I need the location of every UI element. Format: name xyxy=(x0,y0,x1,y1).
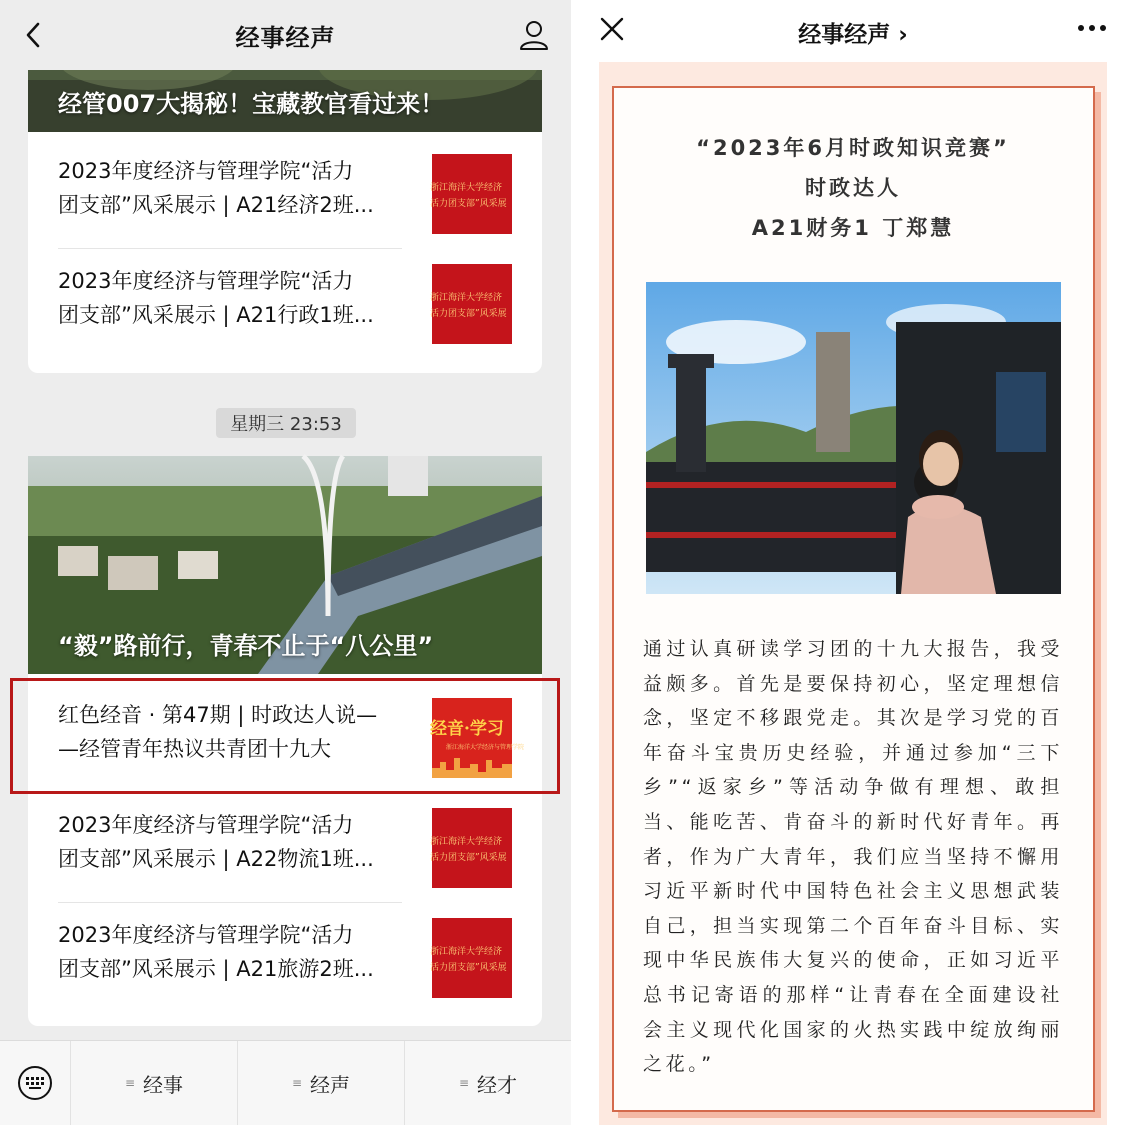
title-line: 团支部”风采展示 | A21旅游2班... xyxy=(58,957,374,981)
thumbnail-caption: 浙江海洋大学经济 xyxy=(430,947,503,957)
list-item[interactable] xyxy=(28,896,542,1006)
article-title xyxy=(58,154,418,224)
thumbnail xyxy=(432,154,512,234)
list-item[interactable] xyxy=(28,786,542,896)
menu-lines-icon: ≡ xyxy=(124,1076,136,1090)
article-title xyxy=(58,918,418,988)
selection-highlight xyxy=(10,678,560,794)
thumbnail xyxy=(432,918,512,998)
menu-tab-label: 经事 xyxy=(143,1072,184,1097)
message-timestamp: 星期三 23:53 xyxy=(216,408,356,438)
article-title xyxy=(58,264,418,334)
profile-icon[interactable] xyxy=(517,18,551,52)
title-line: 团支部”风采展示 | A21经济2班... xyxy=(58,193,374,217)
menu-lines-icon: ≡ xyxy=(458,1076,470,1090)
article-title xyxy=(58,808,418,878)
menu-tab[interactable] xyxy=(404,1041,571,1125)
menu-tab-label: 经声 xyxy=(310,1072,351,1097)
article-card xyxy=(28,40,542,373)
title-line: 团支部”风采展示 | A22物流1班... xyxy=(58,847,374,871)
article-subheading: 时政达人 xyxy=(805,176,901,200)
keyboard-toggle[interactable] xyxy=(0,1041,70,1126)
title-line: 2023年度经济与管理学院“活力 xyxy=(58,923,354,947)
account-name-link[interactable]: 经事经声 › xyxy=(798,22,908,48)
thumbnail-caption: 经音·学习 xyxy=(430,719,504,739)
photo-illustration xyxy=(646,282,1061,594)
title-line: 红色经音 · 第47期 | 时政达人说— xyxy=(58,703,378,727)
bottom-menu-bar xyxy=(0,1040,571,1125)
title-line: —经管青年热议共青团十九大 xyxy=(58,737,331,761)
article-header xyxy=(571,0,1135,62)
hero-image[interactable] xyxy=(28,456,542,674)
more-options-icon[interactable] xyxy=(1077,22,1107,34)
title-line: 2023年度经济与管理学院“活力 xyxy=(58,159,354,183)
back-arrow-icon[interactable] xyxy=(18,18,52,52)
thumbnail-caption: 浙江海洋大学经济 xyxy=(430,183,503,193)
hero-title: 经管007大揭秘！宝藏教官看过来！ xyxy=(58,90,445,118)
menu-tab[interactable] xyxy=(237,1041,404,1125)
title-line: 2023年度经济与管理学院“活力 xyxy=(58,813,354,837)
thumbnail-caption: 活力团支部”风采展 xyxy=(430,963,507,973)
thumbnail-caption: 浙江海洋大学经济与管理学院 xyxy=(446,744,525,751)
chat-title: 经事经声 xyxy=(235,23,336,52)
list-item[interactable] xyxy=(28,132,542,242)
thumbnail-caption: 浙江海洋大学经济 xyxy=(430,837,503,847)
menu-lines-icon: ≡ xyxy=(291,1076,303,1090)
thumbnail-caption: 浙江海洋大学经济 xyxy=(430,293,503,303)
chat-header xyxy=(0,0,571,70)
thumbnail-caption: 活力团支部”风采展 xyxy=(430,199,507,209)
article-pane xyxy=(571,0,1135,1125)
thumbnail-caption: 活力团支部”风采展 xyxy=(430,309,507,319)
article-body: 通过认真研读学习团的十九大报告，我受益颇多。首先是要保持初心，坚定理想信念，坚定不移跟党走。其次是学习党的百年奋斗宝贵历史经验，并通过参加“三下乡”“返家乡”等活动争做有理想、敢担当、能吃苦、肯奋斗的新时代好青年。再者，作为广大青年，我们应当坚持不懈用习近平新时代中国特色社会主义思想武装自己，担当实现第二个百年奋斗目标、实现中华民族伟大复兴的使命，正如习近平总书记寄语的那样“让青春在全面建设社会主义现代化国家的火热实践中绽放绚丽之花。” xyxy=(643,638,1063,1076)
thumbnail xyxy=(432,808,512,888)
article-photo xyxy=(646,282,1061,594)
menu-tab[interactable] xyxy=(70,1041,237,1125)
menu-tab-label: 经才 xyxy=(477,1072,518,1097)
keyboard-icon xyxy=(0,1041,70,1126)
thumbnail xyxy=(432,264,512,344)
article-author: A21财务1 丁郑慧 xyxy=(751,216,955,240)
title-line: 2023年度经济与管理学院“活力 xyxy=(58,269,354,293)
title-line: 团支部”风采展示 | A21行政1班... xyxy=(58,303,374,327)
article-heading: “2023年6月时政知识竞赛” xyxy=(696,136,1010,160)
thumbnail-caption: 活力团支部”风采展 xyxy=(430,853,507,863)
list-item[interactable] xyxy=(28,242,542,352)
hero-title: “毅”路前行，青春不止于“八公里” xyxy=(58,632,434,660)
